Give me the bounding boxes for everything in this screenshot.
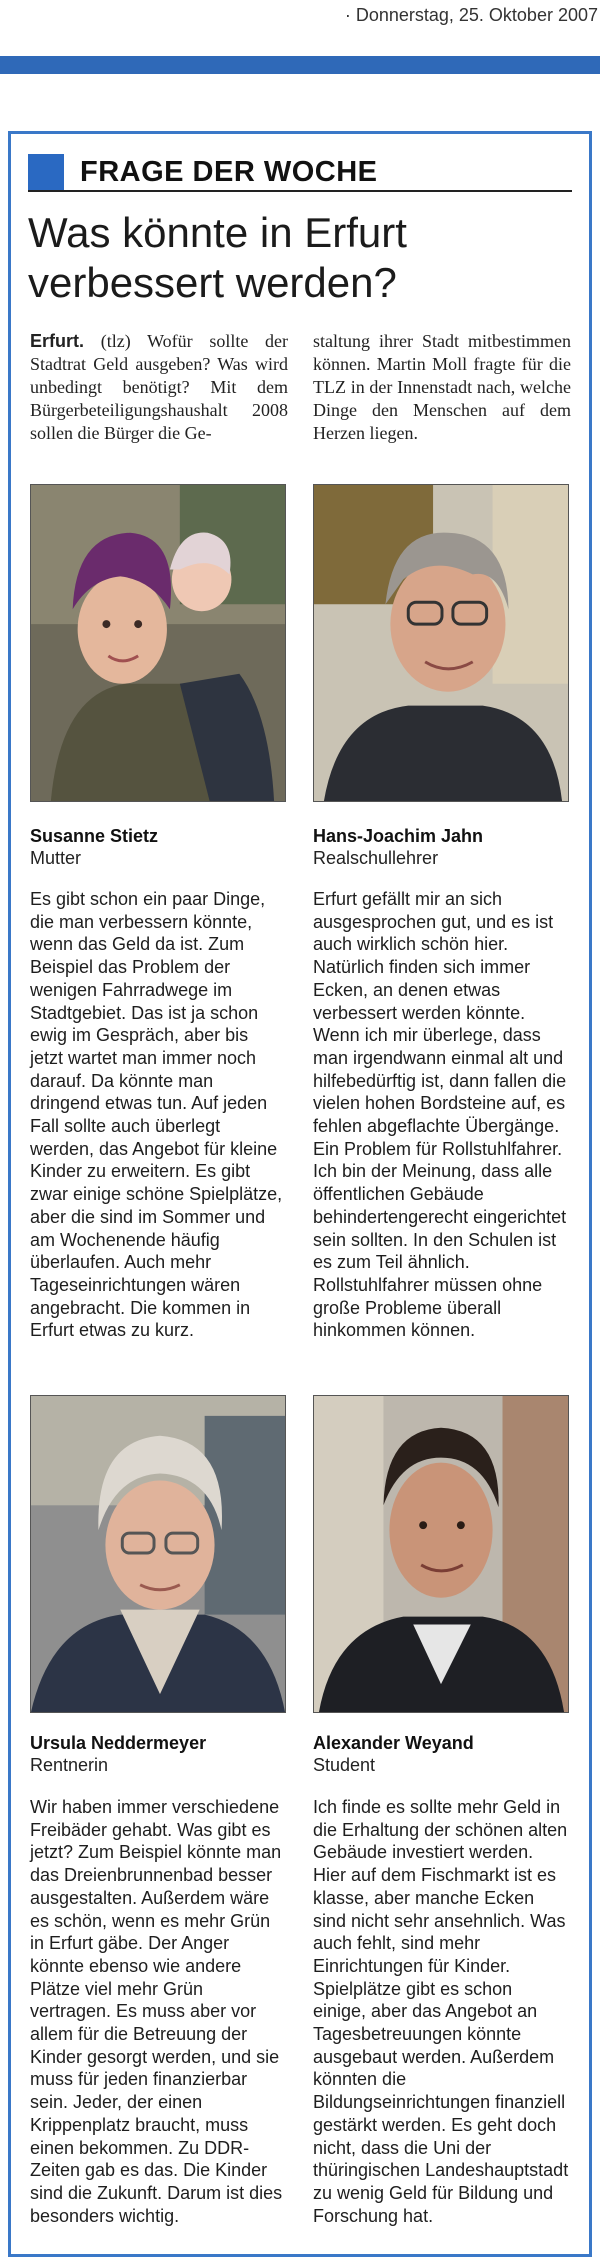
photo-hans-joachim-jahn	[313, 484, 569, 802]
kicker-bar	[28, 150, 572, 192]
kicker-label: FRAGE DER WOCHE	[80, 156, 378, 188]
dateline: · Donnerstag, 25. Oktober 2007	[344, 5, 598, 25]
blue-header-bar	[0, 56, 600, 74]
intro-column-2: staltung ihrer Stadt mitbestimmen können. Martin Moll fragte für die TLZ in der Innenstadt nach, welche Dinge den Menschen auf dem Herzen liegen.	[313, 331, 571, 443]
photo-alexander-weyand	[313, 1395, 569, 1713]
photo-ursula-neddermeyer	[30, 1395, 286, 1713]
intro-text-1: (tlz) Wofür sollte der Stadtrat Geld ausgeben? Was wird unbedingt benötigt? Mit dem Bürgerbeteiligungshaushalt 2008 sollen die Bürger die Ge-	[30, 331, 289, 443]
quote-4: Ich finde es sollte mehr Geld in die Erhaltung der schönen alten Gebäude investiert werden. Hier auf dem Fischmarkt ist es klasse, aber manche Ecken sind nicht sehr ansehnlich. Was auch fehlt, sind mehr Einrichtungen für Kinder. Spielplätze gibt es schon einige, aber das Angebot an Tagesbetreuungen könnte ausgebaut werden. Außerdem könnten die Bildungseinrichtungen finanziell gestärkt werden. Es geht doch nicht, dass die Uni der thüringischen Landeshauptstadt zu wenig Geld für Bildung und Forschung hat.	[313, 1797, 569, 2226]
person-name-4: Alexander Weyand	[313, 1733, 474, 1753]
intro-column-1	[30, 330, 288, 445]
quote-3: Wir haben immer verschiedene Freibäder gehabt. Was gibt es jetzt? Zum Beispiel könnte man das Dreienbrunnenbad besser ausgestalten. Außerdem wäre es schön, wenn es mehr Grün in Erfurt gäbe. Der Anger könnte ebenso wie andere Plätze viel mehr Grün vertragen. Es muss aber vor allem für die Betreuung der Kinder gesorgt werden, und sie muss für jeden finanzierbar sein. Jeder, der einen Krippenplatz braucht, muss einen bekommen. Zu DDR-Zeiten gab es das. Die Kinder sind die Zukunft. Darum ist dies besonders wichtig.	[30, 1797, 283, 2226]
blue-square-icon	[28, 154, 64, 190]
person-role-3: Rentnerin	[30, 1755, 109, 1775]
person-name-1: Susanne Stietz	[30, 826, 159, 846]
person-name-2: Hans-Joachim Jahn	[313, 826, 484, 846]
person-name-3: Ursula Neddermeyer	[30, 1733, 207, 1753]
quote-1: Es gibt schon ein paar Dinge, die man verbessern könnte, wenn das Geld da ist. Zum Beispiel das Problem der wenigen Fahrradwege im Stadtgebiet. Das ist ja schon ewig im Gespräch, aber bis jetzt wartet man immer noch darauf. Da könnte man dringend etwas tun. Auf jeden Fall sollte auch überlegt werden, das Angebot für kleine Kinder zu erweitern. Es gibt zwar einige schöne Spielplätze, aber die sind im Sommer und am Wochenende häufig überlaufen. Auch mehr Tageseinrichtungen wären angebracht. Die kommen in Erfurt etwas zu kurz.	[30, 889, 283, 1341]
person-role-1: Mutter	[30, 848, 82, 868]
person-role-2: Realschullehrer	[313, 848, 439, 868]
person-role-4: Student	[313, 1755, 376, 1775]
headline: Was könnte in Erfurt verbessert werden?	[28, 209, 407, 306]
quote-2: Erfurt gefällt mir an sich ausgesprochen gut, und es ist auch wirklich schön hier. Natürlich finden sich immer Ecken, an denen etwas verbessert werden könnte. Wenn ich mir überlege, dass man irgendwann einmal alt und hilfebedürftig ist, dann fallen die vielen hohen Bordsteine auf, es fehlen abgeflachte Übergänge. Ein Problem für Rollstuhlfahrer. Ich bin der Meinung, dass alle öffentlichen Gebäude behindertengerecht eingerichtet sein sollten. In den Schulen ist es zum Teil ähnlich. Rollstuhlfahrer müssen ohne große Probleme überall hinkommen können.	[313, 889, 567, 1341]
intro-dateline: Erfurt.	[30, 331, 84, 351]
photo-susanne-stietz	[30, 484, 286, 802]
